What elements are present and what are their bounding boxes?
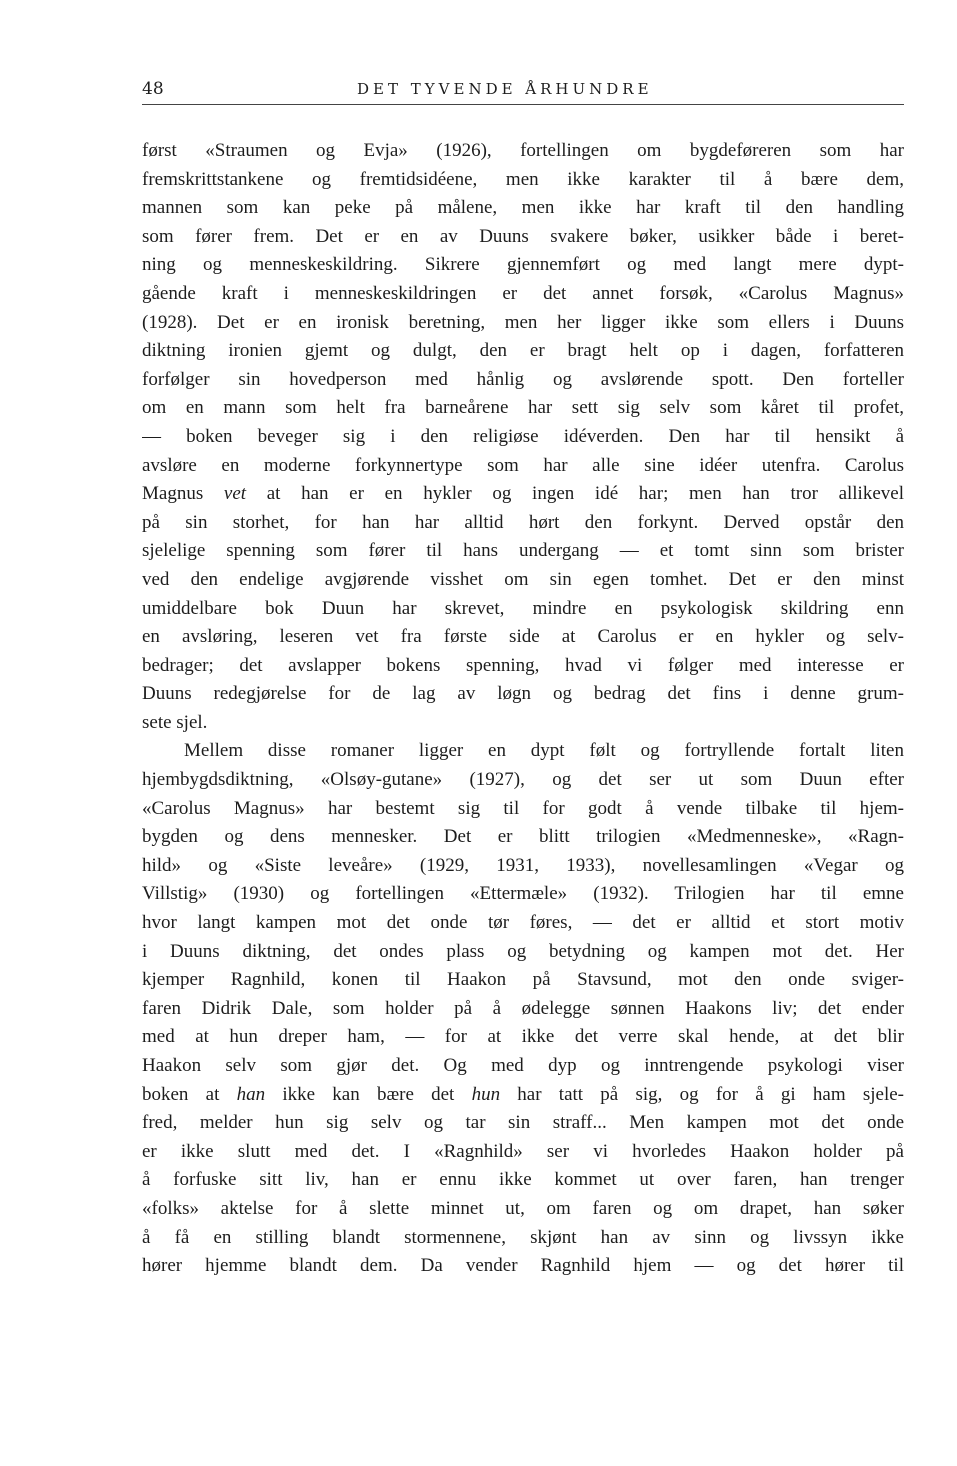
line-text: Haakon selv som gjør det. Og med dyp og inntrengende psykologi viser (142, 1055, 904, 1076)
text-line (142, 137, 904, 166)
line-text: «Carolus Magnus» har bestemt sig til for godt å vende tilbake til hjem- (142, 797, 904, 819)
line-text: på sin storhet, for han har alltid hørt den forkynt. Derved opstår den (142, 511, 904, 533)
text-line (142, 452, 904, 481)
text-line (142, 194, 904, 223)
line-text: Mellem disse romaner ligger en dypt følt og fortryllende fortalt liten (184, 740, 904, 762)
line-text: har tatt på sig, og for å gi ham sjele- (500, 1083, 904, 1105)
text-line (142, 480, 904, 509)
line-text: ved den endelige avgjørende visshet om sin egen tomhet. Det er den minst (142, 568, 904, 590)
text-line (142, 880, 904, 909)
text-line (142, 766, 904, 795)
line-text: umiddelbare bok Duun har skrevet, mindre en psykologisk skildring enn (142, 597, 904, 619)
line-text: gående kraft i menneskeskildringen er det annet forsøk, «Carolus Magnus» (142, 282, 904, 304)
line-text: hjembygdsdiktning, «Olsøy-gutane» (1927), og det ser ut som Duun efter (142, 769, 904, 791)
text-line (142, 1195, 904, 1224)
line-text: i Duuns diktning, det ondes plass og betydning og kampen mot det. Her (142, 940, 904, 962)
text-line (142, 852, 904, 881)
line-text: ning og menneskeskildring. Sikrere gjennemført og med langt mere dypt- (142, 254, 904, 276)
line-text: diktning ironien gjemt og dulgt, den er bragt helt op i dagen, forfatteren (142, 340, 904, 362)
text-line (142, 423, 904, 452)
text-line (142, 509, 904, 538)
line-text: om en mann som helt fra barneårene har sett sig selv som kåret til profet, (142, 397, 904, 419)
line-text: mannen som kan peke på målene, men ikke har kraft til den handling (142, 197, 904, 219)
text-line (142, 1023, 904, 1052)
line-text: å forfuske sitt liv, han er ennu ikke kommet ut over faren, han trenger (142, 1169, 904, 1191)
text-line (142, 966, 904, 995)
line-text: boken at (142, 1083, 237, 1105)
text-line (142, 1081, 904, 1110)
text-line (142, 251, 904, 280)
text-line (142, 1224, 904, 1253)
text-line (142, 938, 904, 967)
text-line (142, 680, 904, 709)
text-line (142, 823, 904, 852)
text-line (142, 652, 904, 681)
line-text: bygden og dens mennesker. Det er blitt trilogien «Medmenneske», «Ragn- (142, 826, 904, 848)
text-line (142, 1052, 904, 1081)
text-line (142, 595, 904, 624)
emphasis-text: han (236, 1083, 266, 1105)
line-text: at han er en hykler og ingen idé har; men han tror allikevel (246, 483, 904, 505)
running-head-title: DET TYVENDE ÅRHUNDRE (357, 80, 653, 98)
text-line (142, 623, 904, 652)
line-text: forfølger sin hovedperson med hånlig og avslørende spott. Den forteller (142, 368, 904, 390)
line-text: hører hjemme blandt dem. Da vender Ragnhild hjem — og det hører til (142, 1255, 904, 1277)
line-text: kjemper Ragnhild, konen til Haakon på Stavsund, mot den onde sviger- (142, 969, 904, 991)
line-text: Duuns redegjørelse for de lag av løgn og bedrag det fins i denne grum- (142, 683, 904, 705)
line-text: som fører frem. Det er en av Duuns svakere bøker, usikker både i beret- (142, 225, 904, 247)
line-text: fremskrittstankene og fremtidsidéene, men ikke karakter til å bære dem, (142, 168, 904, 190)
running-head (142, 78, 904, 105)
page-number: 48 (142, 79, 164, 99)
text-line (142, 337, 904, 366)
line-text: å få en stilling blandt stormennene, skjønt han av sinn og livssyn ikke (142, 1226, 904, 1248)
text-line (142, 909, 904, 938)
text-line (142, 166, 904, 195)
text-line (142, 280, 904, 309)
line-text: en avsløring, leseren vet fra første side at Carolus er en hykler og selv- (142, 626, 904, 648)
line-text: ikke kan bære det (265, 1083, 472, 1105)
body-text (142, 137, 904, 1281)
line-text: sete sjel. (142, 711, 208, 733)
line-text: — boken beveger sig i den religiøse idéverden. Den har til hensikt å (142, 425, 904, 447)
text-line (142, 995, 904, 1024)
text-line (142, 737, 904, 766)
text-line (142, 366, 904, 395)
text-line (142, 537, 904, 566)
line-text: hvor langt kampen mot det onde tør føres, — det er alltid et stort motiv (142, 912, 904, 934)
line-text: faren Didrik Dale, som holder på å ødelegge sønnen Haakons liv; det ender (142, 997, 904, 1019)
text-line (142, 1138, 904, 1167)
emphasis-text: vet (223, 483, 247, 505)
emphasis-text: hun (471, 1083, 501, 1105)
line-text: først «Straumen og Evja» (1926), fortellingen om bygdeføreren som har (142, 140, 904, 161)
text-line (142, 566, 904, 595)
line-text: bedrager; det avslapper bokens spenning, hvad vi følger med interesse er (142, 654, 904, 676)
book-page (142, 78, 904, 1281)
line-text: (1928). Det er en ironisk beretning, men her ligger ikke som ellers i Duuns (142, 311, 904, 333)
text-line (142, 709, 904, 738)
line-text: Magnus (142, 483, 224, 505)
line-text: er ikke slutt med det. I «Ragnhild» ser vi hvorledes Haakon holder på (142, 1140, 904, 1162)
text-line (142, 309, 904, 338)
line-text: med at hun dreper ham, — for at ikke det verre skal hende, at det blir (142, 1026, 904, 1048)
line-text: sjelelige spenning som fører til hans undergang — et tomt sinn som brister (142, 540, 904, 562)
text-line (142, 1166, 904, 1195)
text-line (142, 223, 904, 252)
text-line (142, 1252, 904, 1281)
line-text: Villstig» (1930) og fortellingen «Ettermæle» (1932). Trilogien har til emne (142, 883, 904, 905)
text-line (142, 1109, 904, 1138)
line-text: avsløre en moderne forkynnertype som har alle sine idéer utenfra. Carolus (142, 454, 904, 476)
line-text: «folks» aktelse for å slette minnet ut, om faren og om drapet, han søker (142, 1197, 904, 1219)
line-text: hild» og «Siste leveåre» (1929, 1931, 1933), novellesamlingen «Vegar og (142, 854, 904, 876)
line-text: fred, melder hun sig selv og tar sin straff... Men kampen mot det onde (142, 1112, 904, 1134)
text-line (142, 394, 904, 423)
text-line (142, 795, 904, 824)
